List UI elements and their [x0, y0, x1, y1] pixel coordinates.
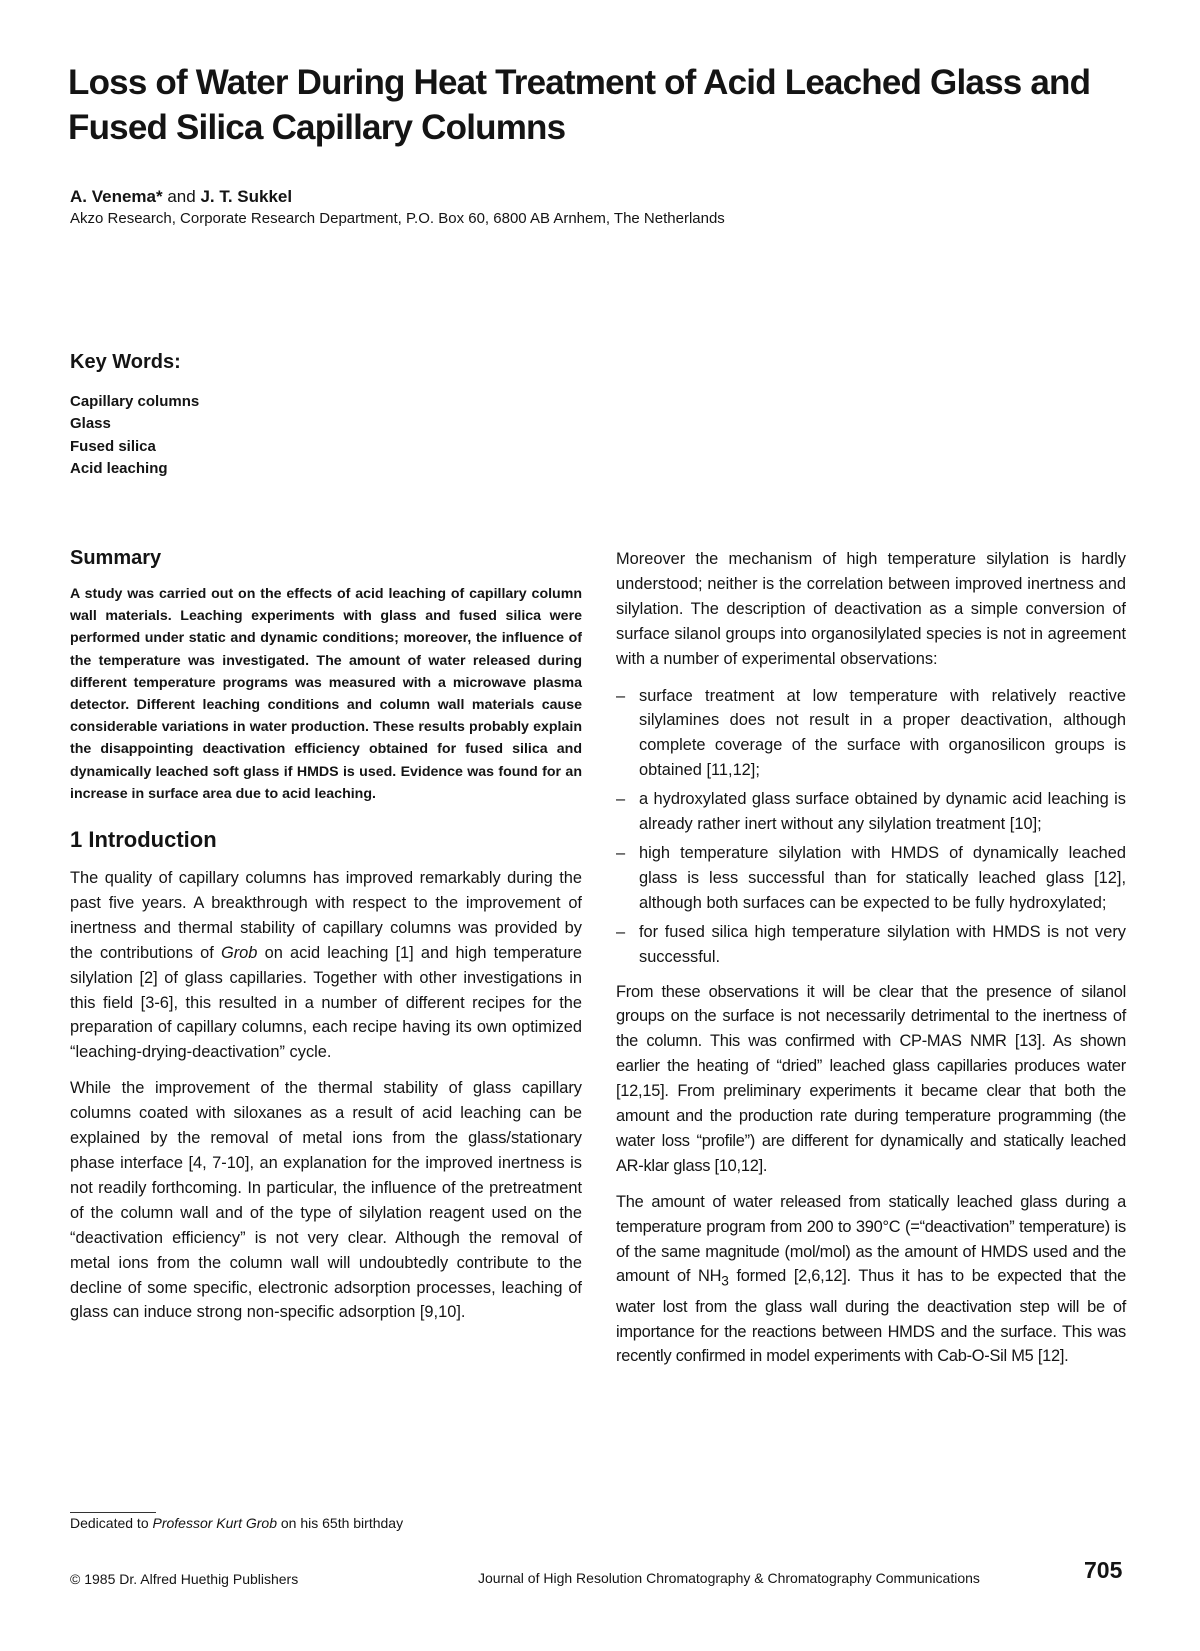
ammonia-subscript: 3: [721, 1273, 729, 1289]
observation-item: [616, 920, 1126, 970]
bullet-dash: –: [616, 790, 626, 809]
journal-name: Journal of High Resolution Chromatography & Chromatography Communications: [478, 1570, 980, 1586]
footnote-prefix: Dedicated to: [70, 1515, 153, 1531]
observation-item: [616, 684, 1126, 784]
copyright-notice: © 1985 Dr. Alfred Huethig Publishers: [70, 1571, 299, 1587]
intro-paragraph-3: Moreover the mechanism of high temperature silylation is hardly understood; neither is the correlation between improved inertness and silylation. The description of deactivation as a simple conversion of surface silanol groups into organosilylated species is not in agreement with a number of experimental observations:: [616, 550, 1126, 668]
bullet-dash: –: [616, 843, 626, 862]
intro-p5-part-a: The amount of water released from statically leached glass during a temperature program from 200 to 390°C (=“deactivation” temperature) is of the same magnitude (mol/mol) as the amount of HMDS used and the amount of NH: [616, 1192, 1126, 1286]
intro-p1-part-a: The quality of capillary columns has improved remarkably during the past five years. A breakthrough with respect to the improvement of inertness and thermal stability of capillary columns was provided by the contributions of: [70, 869, 582, 962]
intro-paragraph-2: While the improvement of the thermal stability of glass capillary columns coated with siloxanes as a result of acid leaching can be explained by the removal of metal ions from the glass/stationary phase interface [4, 7-10], an explanation for the improved inertness is not readily forthcoming. In particular, the influence of the pretreatment of the column wall and of the type of silylation reagent used on the “deactivation efficiency” is not very clear. Although the removal of metal ions from the column wall will undoubtedly contribute to the decline of some specific, electronic adsorption processes, leaching of glass can induce strong non-specific adsorption [9,10].: [70, 1079, 582, 1322]
keywords-list: [70, 391, 199, 480]
observation-text: for fused silica high temperature silylation with HMDS is not very successful.: [639, 922, 1126, 966]
observation-text: surface treatment at low temperature with relatively reactive silylamines does not result in a proper deactivation, although complete coverage of the surface with organosilicon groups is obtained [11,12];: [639, 686, 1126, 780]
intro-p5-part-b: formed [2,6,12]. Thus it has to be expected that the water lost from the glass wall during the deactivation step will be of importance for the reactions between HMDS and the surface. This was recently confirmed in model experiments with Cab-O-Sil M5 [12].: [616, 1267, 1126, 1366]
author-line: [70, 186, 292, 208]
left-column: [70, 546, 582, 1336]
intro-paragraph-1: [70, 866, 582, 1065]
observation-text: high temperature silylation with HMDS of dynamically leached glass is less successful than for statically leached glass [12], although both surfaces can be expected to be fully hydroxylated;: [639, 843, 1126, 912]
intro-paragraph-4: From these observations it will be clear that the presence of silanol groups on the surface is not necessarily detrimental to the inertness of the column. This was confirmed with CP-MAS NMR [13]. As shown earlier the heating of “dried” leached glass capillaries produces water [12,15]. From preliminary experiments it became clear that both the amount and the production rate during temperature programming (the water loss “profile”) are different for dynamically and statically leached AR-klar glass [10,12].: [616, 982, 1126, 1175]
keywords-heading: Key Words:: [70, 351, 181, 373]
introduction-heading: 1 Introduction: [70, 827, 217, 853]
author-venema: A. Venema*: [70, 187, 163, 206]
bullet-dash: –: [616, 686, 626, 705]
observations-list: [616, 684, 1126, 970]
intro-p1-part-b: on acid leaching [1] and high temperature silylation [2] of glass capillaries. Together with other investigations in this field [3-6], this resulted in a number of different recipes for the preparation of capillary columns, each recipe having its own optimized “leaching-drying-deactivation” cycle.: [70, 943, 582, 1062]
author-affiliation: Akzo Research, Corporate Research Department, P.O. Box 60, 6800 AB Arnhem, The Netherlands: [70, 210, 725, 227]
footnote-suffix: on his 65th birthday: [277, 1515, 404, 1531]
author-separator: and: [167, 187, 196, 206]
dedication-footnote: [70, 1513, 403, 1533]
observation-item: [616, 787, 1126, 837]
paper-title: Loss of Water During Heat Treatment of Acid Leached Glass and Fused Silica Capillary Columns: [68, 63, 1091, 147]
page-number: 705: [1084, 1557, 1123, 1583]
intro-paragraph-5: [616, 1190, 1126, 1370]
right-column: [616, 547, 1126, 1380]
observation-item: [616, 841, 1126, 916]
bullet-dash: –: [616, 922, 626, 941]
summary-heading: Summary: [70, 547, 162, 569]
keyword-item: Acid leaching: [70, 459, 168, 477]
footnote-name: Professor Kurt Grob: [152, 1515, 277, 1531]
keyword-item: Capillary columns: [70, 393, 200, 410]
summary-text: A study was carried out on the effects of acid leaching of capillary column wall materials. Leaching experiments with glass and fused silica were performed under static and dynamic conditions; moreover, the influence of the temperature was investigated. The amount of water released during different temperature programs was measured with a microwave plasma detector. Different leaching conditions and column wall materials cause considerable variations in water production. These results probably explain the disappointing deactivation efficiency obtained for fused silica and dynamically leached soft glass if HMDS is used. Evidence was found for an increase in surface area due to acid leaching.: [70, 586, 582, 802]
keyword-item: Glass: [70, 415, 111, 433]
keyword-item: Fused silica: [70, 437, 156, 455]
intro-p1-name: Grob: [220, 943, 258, 962]
observation-text: a hydroxylated glass surface obtained by dynamic acid leaching is already rather inert without any silylation treatment [10];: [639, 790, 1126, 834]
author-sukkel: J. T. Sukkel: [200, 187, 293, 206]
